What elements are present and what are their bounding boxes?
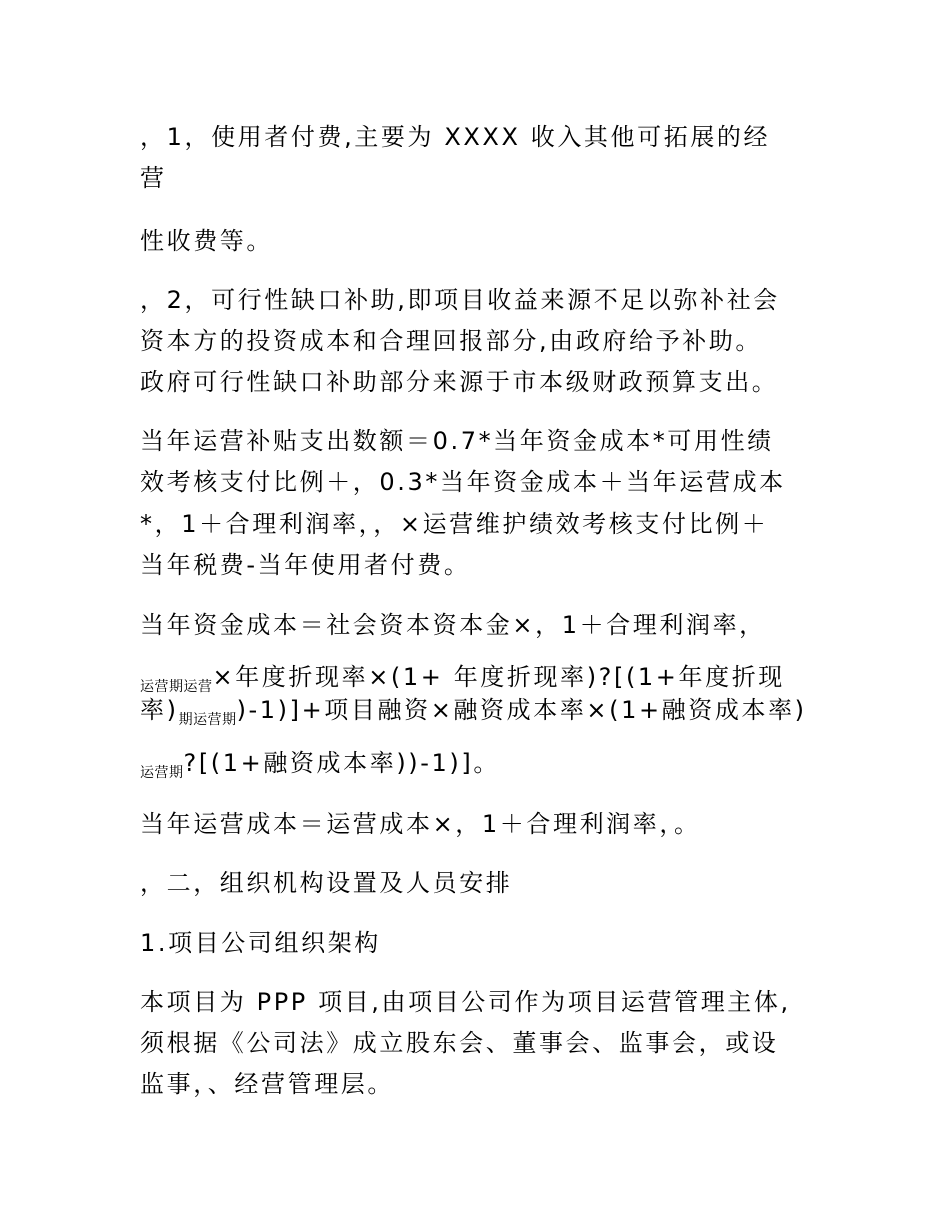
p7-heading: ，二，组织机构设置及人员安排 [140, 869, 513, 897]
p3-line-2: 资本方的投资成本和合理回报部分,由政府给予补助。 [140, 327, 763, 355]
p5-line-2 [140, 662, 785, 696]
p5-line-2-text: ×年度折现率×(1+ 年度折现率)?[(1+年度折现 [212, 663, 785, 691]
p9-line-3: 监事，、经营管理层。 [140, 1070, 394, 1098]
p6-line-1: 当年运营成本＝运营成本×，1＋合理利润率，。 [140, 810, 701, 838]
p5-line-4 [140, 748, 500, 782]
p4-line-3: *，1＋合理利润率，，×运营维护绩效考核支付比例＋ [140, 510, 769, 538]
p3-line-3: 政府可行性缺口补助部分来源于市本级财政预算支出。 [140, 368, 779, 396]
p5-line-4-subscript: 运营期 [140, 765, 184, 781]
p5-line-2-subscript: 运营期运营 [140, 679, 213, 695]
p1-line-2: 营 [140, 164, 167, 192]
p5-line-1: 当年资金成本＝社会资本资本金×，1＋合理利润率， [140, 611, 766, 639]
p4-line-1: 当年运营补贴支出数额＝0.7*当年资金成本*可用性绩 [140, 427, 774, 455]
p2-line-1: 性收费等。 [140, 227, 273, 255]
p9-line-1: 本项目为 PPP 项目,由项目公司作为项目运营管理主体, [140, 988, 791, 1016]
p3-line-1: ，2，可行性缺口补助,即项目收益来源不足以弥补社会 [140, 286, 780, 314]
p4-line-2: 效考核支付比例＋，0.3*当年资金成本＋当年运营成本 [140, 468, 786, 496]
p5-line-4-text: ?[(1+融资成本率))-1)]。 [183, 749, 500, 777]
p5-line-3 [140, 695, 807, 729]
p8-heading: 1.项目公司组织架构 [140, 929, 381, 957]
p4-line-4: 当年税费-当年使用者付费。 [140, 551, 471, 579]
p5-line-3-text-b: )-1)]+项目融资×融资成本率×(1+融资成本率) [236, 696, 807, 724]
p1-line-1: ，1，使用者付费,主要为 XXXX 收入其他可拓展的经 [140, 123, 771, 151]
p9-line-2: 须根据《公司法》成立股东会、董事会、监事会，或设 [140, 1029, 779, 1057]
p5-line-3-text-a: 率) [140, 696, 179, 724]
p5-line-3-subscript: 期运营期 [178, 712, 237, 728]
